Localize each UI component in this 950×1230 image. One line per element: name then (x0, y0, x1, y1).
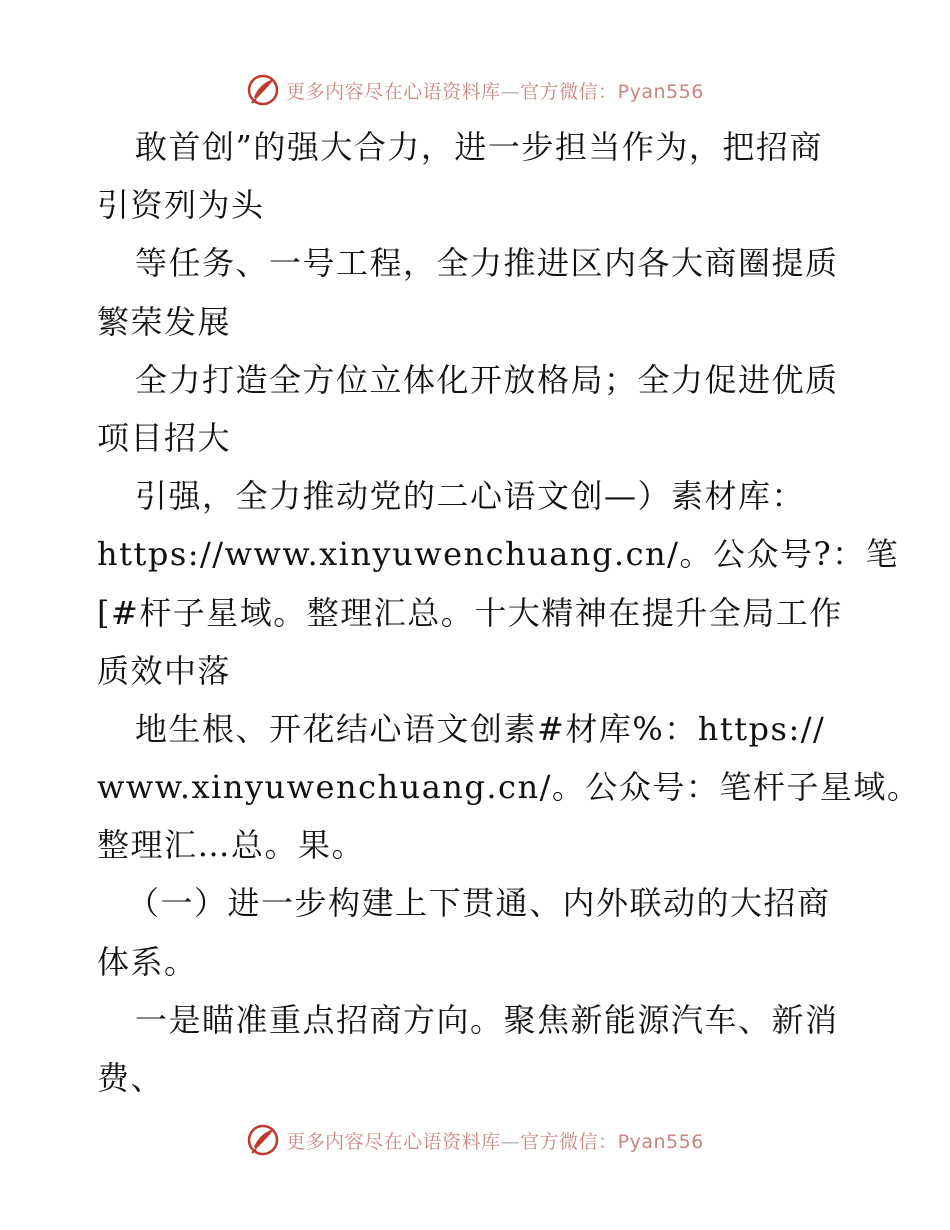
watermark-separator: — (500, 80, 521, 103)
watermark-text (286, 1127, 704, 1154)
text-line: 体系。 (97, 942, 198, 981)
header-watermark (0, 70, 950, 110)
text-line: 敢首创”的强大合力，进一步担当作为，把招商 (135, 128, 823, 166)
text-line: 全力打造全方位立体化开放格局；全力促进优质 (135, 360, 839, 399)
watermark-text (286, 77, 704, 104)
text-line: 一是瞄准重点招商方向。聚焦新能源汽车、新消 (135, 1000, 839, 1039)
text-line: 整理汇…总。果。 (97, 826, 366, 865)
watermark-separator: — (500, 1130, 521, 1153)
quill-logo-icon (246, 73, 280, 107)
quill-logo-icon (246, 1123, 280, 1157)
text-line: www.xinyuwenchuang.cn/。公众号：笔杆子星域。 (97, 768, 921, 807)
text-line: 质效中落 (97, 651, 232, 690)
text-line: 繁荣发展 (97, 302, 232, 341)
text-line: [#杆子星域。整理汇总。十大精神在提升全局工作 (97, 593, 843, 632)
footer-watermark (0, 1120, 950, 1160)
text-line: 引资列为头 (97, 186, 265, 225)
document-body (97, 118, 921, 1107)
watermark-site: 更多内容尽在心语资料库 (286, 80, 501, 103)
watermark-wechat: 官方微信：Pyan556 (520, 80, 704, 103)
text-line: 等任务、一号工程，全力推进区内各大商圈提质 (135, 244, 839, 283)
text-line: 地生根、开花结心语文创素#材库%：https:// (135, 709, 826, 748)
text-line: 项目招大 (97, 418, 232, 457)
watermark-site: 更多内容尽在心语资料库 (286, 1130, 501, 1153)
text-line: 费、 (97, 1059, 165, 1097)
text-line: （一）进一步构建上下贯通、内外联动的大招商 (127, 884, 831, 923)
text-line: https://www.xinyuwenchuang.cn/。公众号?：笔 (97, 535, 900, 574)
watermark-wechat: 官方微信：Pyan556 (520, 1130, 704, 1153)
text-line: 引强，全力推动党的二心语文创—）素材库： (135, 477, 806, 516)
